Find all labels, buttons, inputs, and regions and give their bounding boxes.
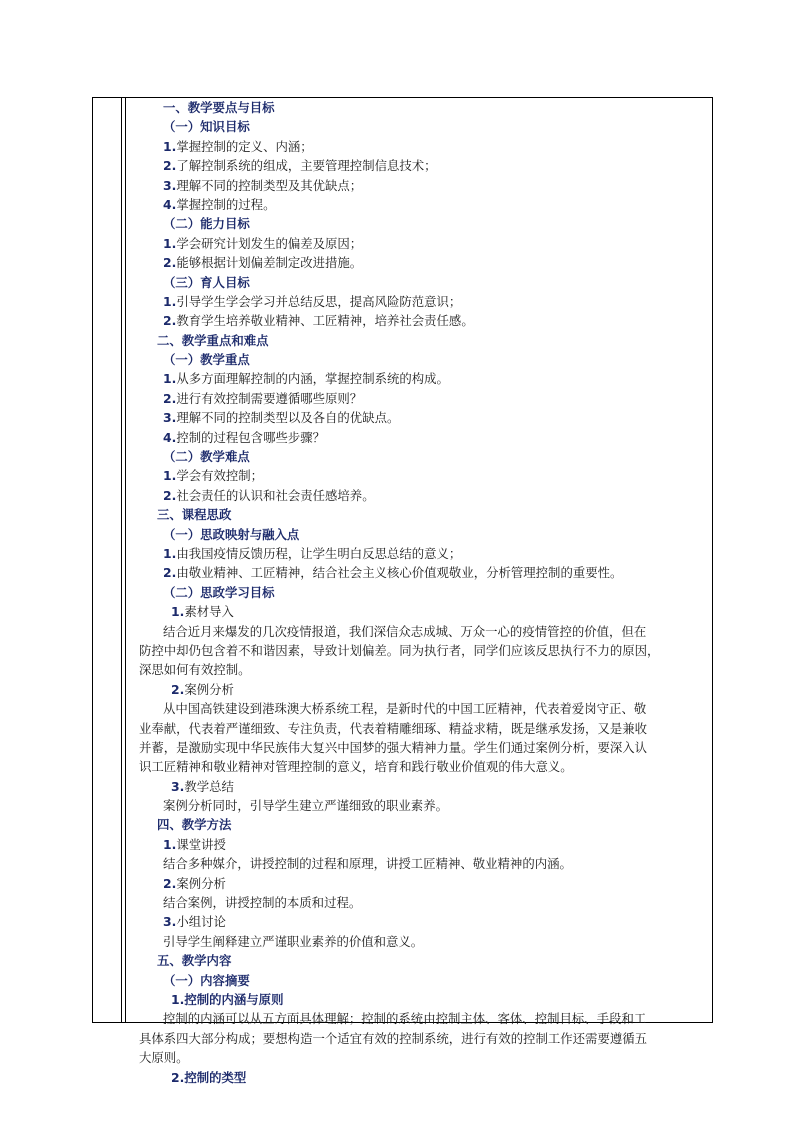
paragraph-line: 结合案例，讲授控制的本质和过程。 xyxy=(163,895,362,911)
paragraph-line: 深思如何有效控制。 xyxy=(139,662,251,678)
list-item xyxy=(133,389,704,408)
item-text: 进行有效控制需要遵循哪些原则？ xyxy=(176,390,363,406)
item-text: 社会责任的认识和社会责任感培养。 xyxy=(176,487,375,503)
list-item xyxy=(133,602,704,621)
item-number: 1. xyxy=(171,991,185,1007)
item-number: 4. xyxy=(163,196,177,212)
table-column-divider xyxy=(121,98,122,1022)
list-item xyxy=(133,369,704,388)
section-heading: 五、教学内容 xyxy=(157,953,232,969)
item-text: 教育学生培养敬业精神、工匠精神，培养社会责任感。 xyxy=(176,313,474,329)
paragraph-line: 引导学生阐释建立严谨职业素养的价值和意义。 xyxy=(163,933,424,949)
list-item xyxy=(133,156,704,175)
item-text: 了解控制系统的组成，主要管理控制信息技术； xyxy=(176,158,437,174)
item-number: 1. xyxy=(163,545,177,561)
subsection-heading: （一）思政映射与融入点 xyxy=(163,526,300,542)
subsection-heading: （二）能力目标 xyxy=(163,216,250,232)
subsection-heading: （一）内容摘要 xyxy=(163,972,250,988)
table-column-divider xyxy=(125,98,126,1022)
item-number: 1. xyxy=(163,836,177,852)
list-item xyxy=(133,1068,704,1087)
item-number: 2. xyxy=(163,487,177,503)
lesson-content-cell xyxy=(133,98,704,1087)
item-text: 掌握控制的过程。 xyxy=(176,196,276,212)
list-item xyxy=(133,428,704,447)
list-item xyxy=(133,253,704,272)
section-heading: 四、教学方法 xyxy=(157,817,232,833)
paragraph-line: 从中国高铁建设到港珠澳大桥系统工程，是新时代的中国工匠精神，代表着爱岗守正、敬 xyxy=(163,701,647,717)
paragraph-line: 控制的内涵可以从五方面具体理解；控制的系统由控制主体、客体、控制目标、手段和工 xyxy=(163,1011,647,1027)
item-text: 理解不同的控制类型以及各自的优缺点。 xyxy=(176,410,400,426)
item-number: 1. xyxy=(171,604,185,620)
list-item xyxy=(133,176,704,195)
item-text: 从多方面理解控制的内涵，掌握控制系统的构成。 xyxy=(176,371,449,387)
paragraph-line: 具体系四大部分构成；要想构造一个适宜有效的控制系统，进行有效的控制工作还需要遵循五 xyxy=(139,1030,648,1046)
list-item xyxy=(133,486,704,505)
subsection-heading: （一）教学重点 xyxy=(163,352,250,368)
list-item xyxy=(133,137,704,156)
item-text: 素材导入 xyxy=(184,604,234,620)
item-text: 学会有效控制； xyxy=(176,468,264,484)
item-text: 控制的内涵与原则 xyxy=(184,991,284,1007)
list-item xyxy=(133,195,704,214)
item-number: 2. xyxy=(163,565,177,581)
list-item xyxy=(133,544,704,563)
item-number: 1. xyxy=(163,293,177,309)
list-item xyxy=(133,990,704,1009)
paragraph-line: 识工匠精神和敬业精神对管理控制的意义，培育和践行敬业价值观的伟大意义。 xyxy=(139,759,573,775)
item-text: 由我国疫情反馈历程，让学生明白反思总结的意义； xyxy=(176,545,462,561)
subsection-heading: （三）育人目标 xyxy=(163,274,250,290)
paragraph-line: 并蓄，是激励实现中华民族伟大复兴中国梦的强大精神力量。学生们通过案例分析，要深入认 xyxy=(139,739,648,755)
item-text: 理解不同的控制类型及其优缺点； xyxy=(176,177,363,193)
item-text: 学会研究计划发生的偏差及原因； xyxy=(176,235,363,251)
item-number: 3. xyxy=(163,914,177,930)
list-item xyxy=(133,292,704,311)
section-heading: 一、教学要点与目标 xyxy=(163,100,275,115)
item-text: 掌握控制的定义、内涵； xyxy=(176,138,313,154)
section-heading: 三、课程思政 xyxy=(157,507,232,523)
list-item xyxy=(133,563,704,582)
item-number: 2. xyxy=(163,875,177,891)
paragraph-line: 业奉献，代表着严谨细致、专注负责，代表着精雕细琢、精益求精，既是继承发扬，又是兼收 xyxy=(139,720,648,736)
item-number: 3. xyxy=(171,778,185,794)
list-item xyxy=(133,408,704,427)
list-item xyxy=(133,466,704,485)
item-text: 教学总结 xyxy=(184,778,234,794)
item-text: 课堂讲授 xyxy=(176,836,226,852)
item-number: 2. xyxy=(171,681,185,697)
item-number: 1. xyxy=(163,138,177,154)
item-number: 2. xyxy=(163,255,177,271)
list-item xyxy=(133,777,704,796)
subsection-heading: （二）教学难点 xyxy=(163,449,250,465)
list-item xyxy=(133,680,704,699)
item-number: 3. xyxy=(163,177,177,193)
subsection-heading: （二）思政学习目标 xyxy=(163,584,275,600)
paragraph-line: 防控中却仍包含着不和谐因素，导致计划偏差。同为执行者，同学们应该反思执行不力的原因， xyxy=(139,642,660,658)
item-number: 4. xyxy=(163,429,177,445)
item-number: 1. xyxy=(163,468,177,484)
paragraph-line: 大原则。 xyxy=(139,1050,189,1066)
item-text: 控制的类型 xyxy=(184,1069,247,1085)
paragraph-line: 结合近月来爆发的几次疫情报道，我们深信众志成城、万众一心的疫情管控的价值，但在 xyxy=(163,623,647,639)
item-text: 案例分析 xyxy=(176,875,226,891)
item-number: 1. xyxy=(163,235,177,251)
item-number: 2. xyxy=(163,313,177,329)
list-item xyxy=(133,912,704,931)
list-item xyxy=(133,835,704,854)
paragraph-line: 案例分析同时，引导学生建立严谨细致的职业素养。 xyxy=(163,798,448,814)
item-number: 2. xyxy=(163,158,177,174)
item-text: 由敬业精神、工匠精神，结合社会主义核心价值观敬业，分析管理控制的重要性。 xyxy=(176,565,623,581)
section-heading: 二、教学重点和难点 xyxy=(157,332,269,348)
item-text: 案例分析 xyxy=(184,681,234,697)
lesson-plan-table xyxy=(92,97,713,1085)
item-number: 3. xyxy=(163,410,177,426)
item-text: 能够根据计划偏差制定改进措施。 xyxy=(176,255,363,271)
item-number: 1. xyxy=(163,371,177,387)
paragraph-line: 结合多种媒介，讲授控制的过程和原理，讲授工匠精神、敬业精神的内涵。 xyxy=(163,856,572,872)
item-number: 2. xyxy=(171,1069,185,1085)
subsection-heading: （一）知识目标 xyxy=(163,119,250,135)
item-text: 引导学生学会学习并总结反思，提高风险防范意识； xyxy=(176,293,462,309)
item-text: 小组讨论 xyxy=(176,914,226,930)
list-item xyxy=(133,311,704,330)
item-number: 2. xyxy=(163,390,177,406)
item-text: 控制的过程包含哪些步骤？ xyxy=(176,429,326,445)
list-item xyxy=(133,874,704,893)
list-item xyxy=(133,234,704,253)
